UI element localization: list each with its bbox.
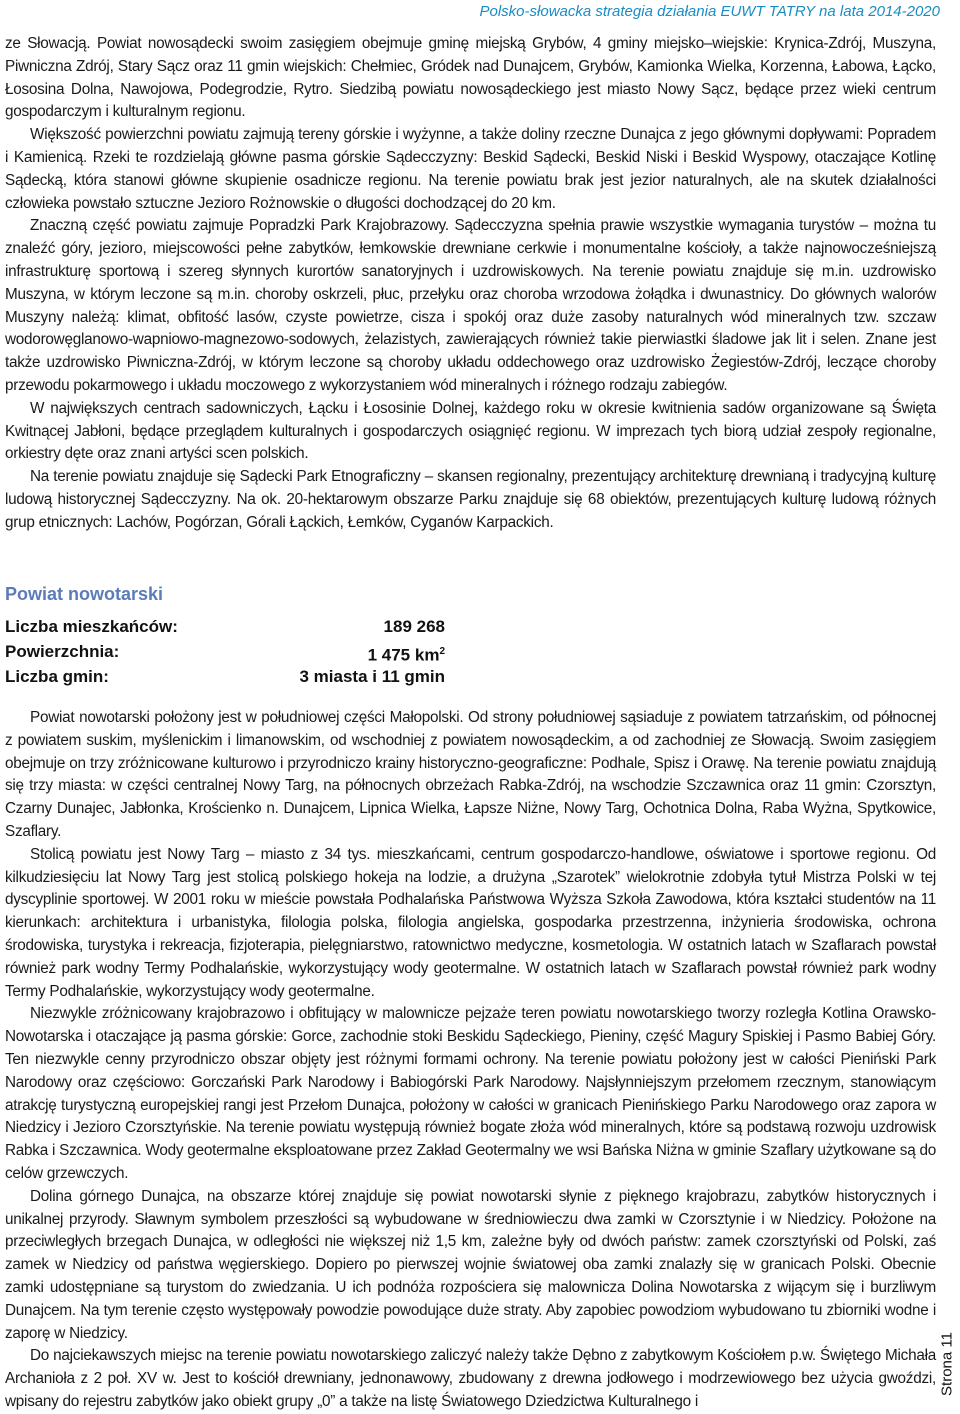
stat-label: Liczba gmin: bbox=[5, 667, 109, 686]
nowotarski-text bbox=[5, 707, 936, 1414]
paragraph: Stolicą powiatu jest Nowy Targ – miasto z 34 tys. mieszkańcami, centrum gospodarczo-handlowe, oświatowe i sportowe regionu. Od kilkudziesięciu lat Nowy Targ jest stolicą polskiego hokeja na lodzie, a drużyna „Szarotek” wielokrotnie zdobyła tytuł Mistrza Polski w tej dyscyplinie sportowej. W 2001 roku w mieście powstała Podhalańska Państwowa Wyższa Szkoła Zawodowa, która kształci studentów na 11 kierunkach: architektura i urbanistyka, filologia polska, filologia angielska, gospodarka przestrzenna, inżynieria środowiska, ochrona środowiska, turystyka i rekreacja, fizjoterapia, pielęgniarstwo, ratownictwo medyczne, kosmetologia. W ostatnich latach w Szaflarach powstał również park wodny Termy Podhalańskie, wykorzystujący wody geotermalne. W ostatnich latach w Szaflarach powstał również park wodny Termy Podhalańskie, wykorzystujący wody geotermalne. bbox=[5, 845, 936, 1000]
document-header: Polsko-słowacka strategia działania EUWT TATRY na lata 2014-2020 bbox=[479, 3, 940, 20]
paragraph: Do najciekawszych miejsc na terenie powiatu nowotarskiego zaliczyć należy także Dębno z zabytkowym Kościołem p.w. Świętego Michała Archanioła z 2 poł. XV w. Jest to kościół drewniany, jednonawowy, zbudowany z drewna jodłowego i modrzewiowego bez użycia gwoździ, wpisany do rejestru zabytków jako obiekt grupy „0” a także na listę Światowego Dziedzictwa Kulturalnego i bbox=[5, 1347, 936, 1410]
page-number: Strona 11 bbox=[938, 1332, 956, 1396]
nowosadecki-text bbox=[5, 33, 936, 535]
paragraph: Powiat nowotarski położony jest w południowej części Małopolski. Od strony południowej sąsiaduje z powiatem tatrzańskim, od północnej z powiatem suskim, myślenickim i limanowskim, od wschodniej z powiatem nowosądeckim, a od zachodniej ze Słowacją. Swoim zasięgiem obejmuje on trzy zróżnicowane kulturowo i przyrodniczo krainy historyczno-geograficzne: Podhale, Spisz i Orawę. Na terenie powiatu znajdują się trzy miasta: w części centralnej Nowy Targ, na północnych obrzeżach Rabka-Zdrój, na wschodzie Szczawnica oraz 11 gmin: Czorsztyn, Czarny Dunajec, Jabłonka, Krościenko n. Dunajcem, Lipnica Wielka, Łapsze Niżne, Nowy Targ, Ochotnica Dolna, Raba Wyżna, Spytkowice, Szaflary. bbox=[5, 709, 936, 840]
stat-row-area bbox=[5, 639, 445, 664]
paragraph: Znaczną część powiatu zajmuje Popradzki Park Krajobrazowy. Sądecczyzna spełnia prawie wszystkie wymagania turystów – można tu znaleźć góry, jezioro, miejscowości pełne zabytków, łemkowskie drewniane cerkwie i monumentalne kościoły, a także najnowocześniejszą infrastrukturę sportową i szereg słynnych kurortów sanatoryjnych i uzdrowiskowych. Na terenie powiatu znajduje się m.in. uzdrowisko Muszyna, w którym leczone są m.in. choroby oskrzeli, płuc, przełyku oraz choroba wrzodowa żołądka i dwunastnicy. Do głównych walorów Muszyny należą: klimat, obfitość lasów, czyste powietrze, cisza i spokój oraz duże zasoby naturalnych wód mineralnych tzw. szczaw wodorowęglanowo-wapniowo-magnezowo-sodowych, żelazistych, zawierających również takie pierwiastki śladowe jak lit i selen. Znane jest także uzdrowisko Piwniczna-Zdrój, w którym leczone są choroby układu oddechowego oraz uzdrowisko Żegiestów-Zdrój, leczące choroby przewodu pokarmowego i układu moczowego z wykorzystaniem wód mineralnych i różnego rodzaju zabiegów. bbox=[5, 217, 936, 394]
stats-table bbox=[5, 614, 445, 689]
paragraph: Na terenie powiatu znajduje się Sądecki Park Etnograficzny – skansen regionalny, prezentujący architekturę drewnianą i tradycyjną kulturę ludową historycznej Sądecczyzny. Na ok. 20-hektarowym obszarze Parku znajduje się 68 obiektów, prezentujących kulturę ludową różnych grup etnicznych: Lachów, Pogórzan, Górali Łąckich, Łemków, Cyganów Karpackich. bbox=[5, 468, 936, 531]
stat-label: Powierzchnia: bbox=[5, 642, 120, 661]
stat-value: 3 miasta i 11 gmin bbox=[299, 667, 445, 686]
section-title: Powiat nowotarski bbox=[5, 584, 164, 604]
stat-value: 189 268 bbox=[383, 617, 445, 636]
paragraph: Większość powierzchni powiatu zajmują tereny górskie i wyżynne, a także doliny rzeczne Dunajca z jego głównymi dopływami: Popradem i Kamienicą. Rzeki te rozdzielają główne pasma górskie Sądecczyzny: Beskid Sądecki, Beskid Niski i Beskid Wyspowy, otaczające Kotlinę Sądecką, która stanowi główne skupienie osadnicze regionu. Na terenie powiatu brak jest jezior naturalnych, ale na skutek działalności człowieka powstało sztuczne Jezioro Rożnowskie o długości dochodzącej do 20 km. bbox=[5, 126, 936, 212]
stat-value: 1 475 $km^2$ bbox=[367, 645, 445, 665]
paragraph: Dolina górnego Dunajca, na obszarze której znajduje się powiat nowotarski słynie z pięknego krajobrazu, zabytków historycznych i unikalnej przyrody. Sławnym symbolem przeszłości są wybudowane w średniowieczu dwa zamki w Czorsztynie i w Niedzicy. Położone na przeciwległych brzegach Dunajca, w odległości nie większej niż 1,5 km, zależne były od dwóch państw: zamek czorsztyński od Polski, zaś zamek w Niedzicy od państwa węgierskiego. Dopiero po pierwszej wojnie światowej oba zamki znalazły się w granicach Polski. Obecnie zamki udostępniane są turystom do zwiedzania. U ich podnóża rozpościera się malownicza Dolina Nowotarska z wijącym się i burzliwym Dunajcem. Na tym terenie często występowały powodzie powodujące duże straty. Aby zapobiec powodziom wybudowano tu zbiorniki wodne i zaporę w Niedzicy. bbox=[5, 1187, 936, 1342]
stat-row-population bbox=[5, 614, 445, 639]
stat-row-municipalities bbox=[5, 664, 445, 689]
paragraph: Niezwykle zróżnicowany krajobrazowo i obfitujący w malownicze pejzaże teren powiatu nowotarskiego tworzy rozległa Kotlina Orawsko-Nowotarska i otaczające ją pasma górskie: Gorce, zachodnie stoki Beskidu Sądeckiego, Pieniny, część Magury Spiskiej i Pasmo Babiej Góry. Ten niezwykle cenny przyrodniczo obszar objęty jest różnymi formami ochrony. Na terenie powiatu położony jest w całości Pieniński Park Narodowy oraz częściowo: Gorczański Park Narodowy i Babiogórski Park Narodowy. Najsłynniejszym przełomem rzecznym, stanowiącym atrakcję turystyczną europejskiej rangi jest Przełom Dunajca, położony w całości w granicach Pienińskiego Parku Narodowego oraz zapora w Niedzicy i Jezioro Czorsztyńskie. Na terenie powiatu występują również bogate złoża wód mineralnych, które są podstawą rozwoju uzdrowisk Rabka i Szczawnica. Wody geotermalne eksploatowane przez Zakład Geotermalny we wsi Bańska Niżna w gminie Szaflary użytkowane są do celów grzewczych. bbox=[5, 1005, 936, 1182]
paragraph: W największych centrach sadowniczych, Łącku i Łososinie Dolnej, każdego roku w okresie kwitnienia sadów organizowane są Święta Kwitnącej Jabłoni, będące przeglądem kulturalnych i gospodarczych osiągnięć regionu. W imprezach tych biorą udział zespoły regionalne, orkiestry dęte oraz znani artyści scen polskich. bbox=[5, 399, 936, 463]
stat-label: Liczba mieszkańców: bbox=[5, 617, 178, 636]
paragraph: ze Słowacją. Powiat nowosądecki swoim zasięgiem obejmuje gminę miejską Grybów, 4 gminy miejsko–wiejskie: Krynica-Zdrój, Muszyna, Piwniczna Zdrój, Stary Sącz oraz 11 gmin wiejskich: Chełmiec, Gródek nad Dunajcem, Grybów, Kamionka Wielka, Korzenna, Łabowa, Łącko, Łososina Dolna, Nawojowa, Podegrodzie, Rytro. Siedzibą powiatu nowosądeckiego jest miasto Nowy Sącz, będące przez wieki centrum gospodarczym i kulturalnym regionu. bbox=[5, 35, 936, 121]
